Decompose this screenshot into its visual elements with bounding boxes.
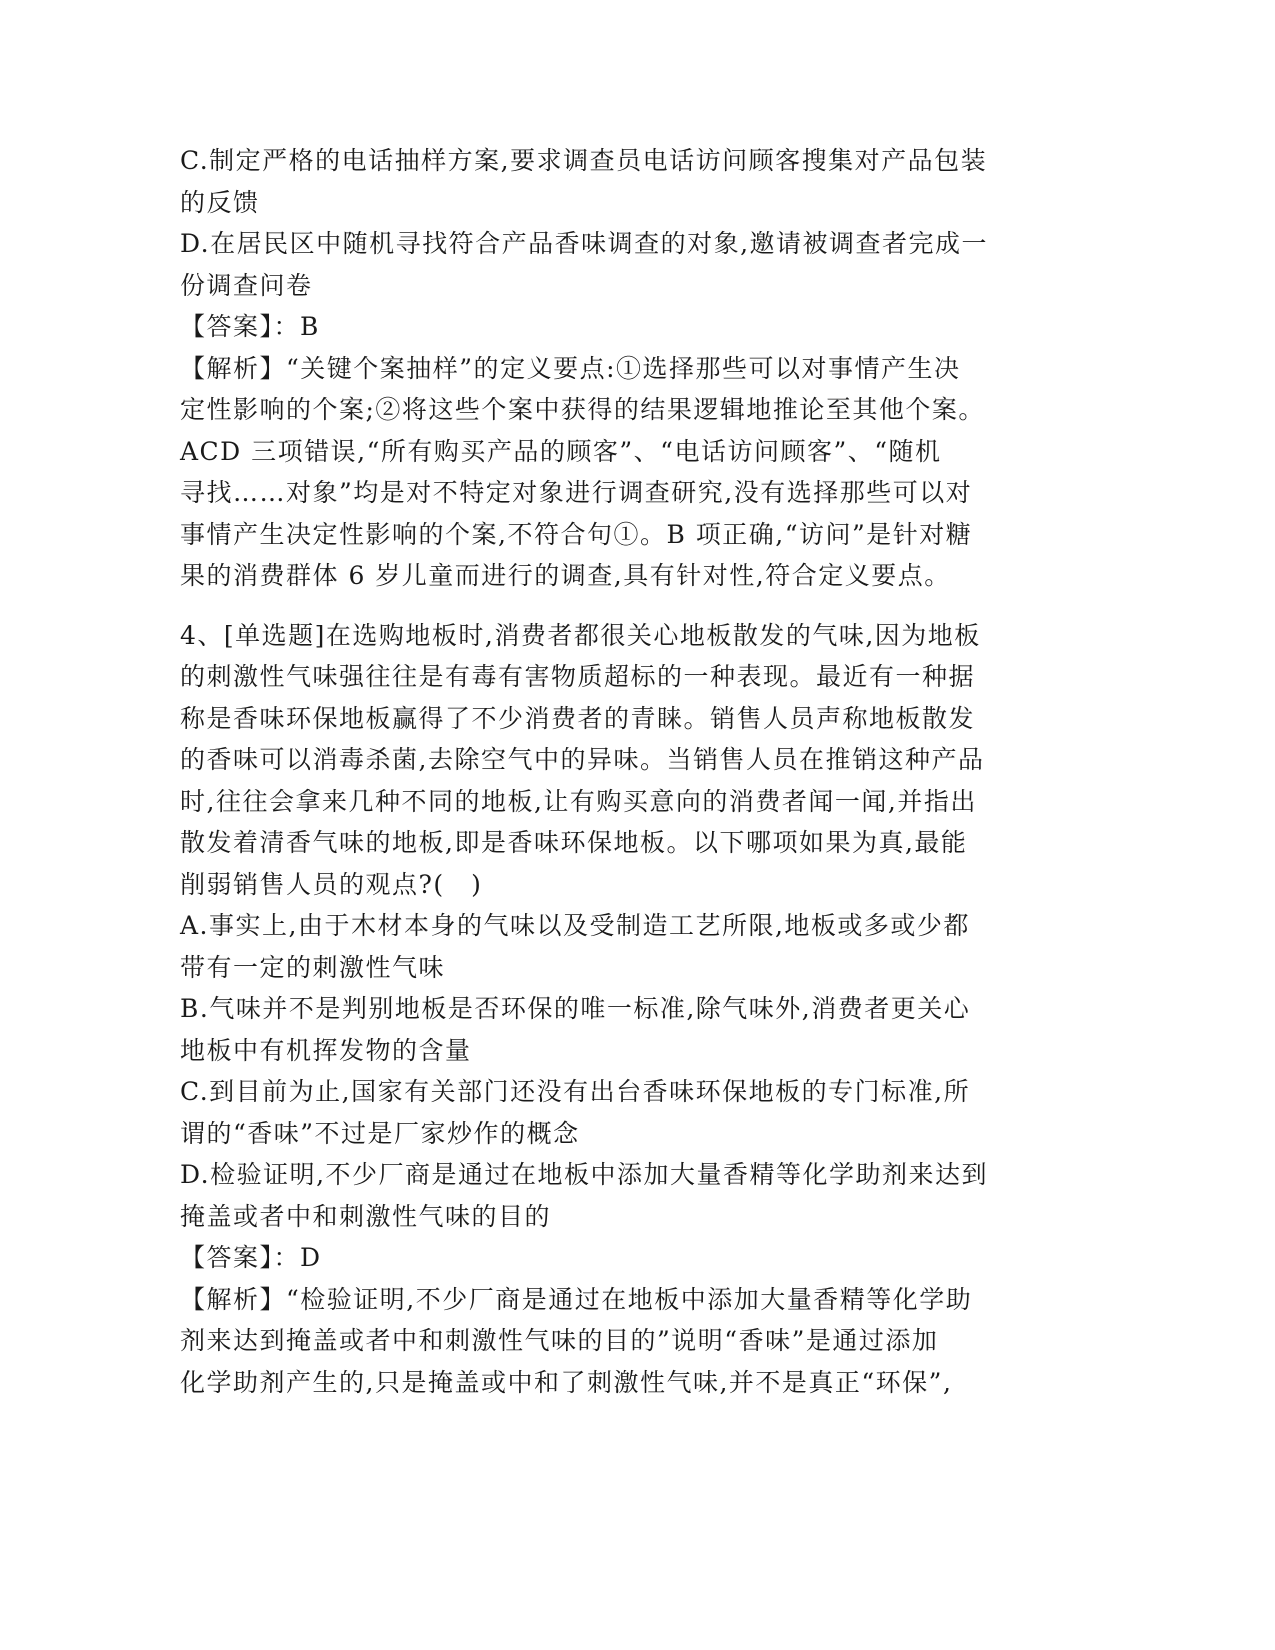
text-line: C.制定严格的电话抽样方案,要求调查员电话访问顾客搜集对产品包装 (180, 146, 988, 175)
text-line: 化学助剂产生的,只是掩盖或中和了刺激性气味,并不是真正“环保”, (180, 1367, 953, 1397)
text-line: 谓的“香味”不过是厂家炒作的概念 (180, 1118, 580, 1148)
text-line: D.检验证明,不少厂商是通过在地板中添加大量香精等化学助剂来达到 (180, 1160, 989, 1189)
paragraph-gap (180, 597, 1030, 615)
q4-option-b (180, 988, 1030, 1071)
text-line: 时,往往会拿来几种不同的地板,让有购买意向的消费者闻一闻,并指出 (180, 786, 977, 816)
text-line: D.在居民区中随机寻找符合产品香味调查的对象,邀请被调查者完成一 (180, 229, 989, 258)
q4-stem (180, 615, 1030, 906)
q3-option-d (180, 223, 1030, 306)
text-line: 的反馈 (180, 187, 260, 217)
text-line: 定性影响的个案;②将这些个案中获得的结果逻辑地推论至其他个案。 (180, 395, 985, 424)
q4-option-d (180, 1154, 1030, 1237)
text-line: C.到目前为止,国家有关部门还没有出台香味环保地板的专门标准,所 (180, 1077, 971, 1106)
text-line: 地板中有机挥发物的含量 (180, 1035, 472, 1065)
text-line: 果的消费群体 6 岁儿童而进行的调查,具有针对性,符合定义要点。 (180, 561, 951, 590)
q4-option-c (180, 1071, 1030, 1154)
text-line: 削弱销售人员的观点?( ) (180, 869, 483, 899)
q3-answer: 【答案】：B (180, 312, 320, 341)
text-line: A.事实上,由于木材本身的气味以及受制造工艺所限,地板或多或少都 (180, 911, 970, 940)
q3-option-c (180, 140, 1030, 223)
text-line: 的香味可以消毒杀菌,去除空气中的异味。当销售人员在推销这种产品 (180, 745, 985, 774)
text-line: 【解析】“关键个案抽样”的定义要点:①选择那些可以对事情产生决 (180, 353, 961, 383)
q4-answer: 【答案】：D (180, 1243, 322, 1272)
document-page (180, 140, 1030, 1403)
text-line: 份调查问卷 (180, 270, 313, 300)
text-line: B.气味并不是判别地板是否环保的唯一标准,除气味外,消费者更关心 (180, 994, 971, 1023)
text-line: 【解析】“检验证明,不少厂商是通过在地板中添加大量香精等化学助 (180, 1284, 973, 1314)
text-line: 散发着清香气味的地板,即是香味环保地板。以下哪项如果为真,最能 (180, 828, 968, 857)
text-line: 事情产生决定性影响的个案,不符合句①。B 项正确,“访问”是针对糖 (180, 519, 973, 549)
text-line: 掩盖或者中和刺激性气味的目的 (180, 1201, 552, 1231)
q4-option-a (180, 905, 1030, 988)
text-line: 称是香味环保地板赢得了不少消费者的青睐。销售人员声称地板散发 (180, 703, 976, 733)
text-line: 寻找……对象”均是对不特定对象进行调查研究,没有选择那些可以对 (180, 478, 973, 507)
text-line: 4、[单选题]在选购地板时,消费者都很关心地板散发的气味,因为地板 (180, 620, 981, 650)
q3-analysis (180, 348, 1030, 597)
q4-analysis (180, 1279, 1030, 1404)
text-line: 的刺激性气味强往往是有毒有害物质超标的一种表现。最近有一种据 (180, 662, 976, 691)
text-line: ACD 三项错误,“所有购买产品的顾客”、“电话访问顾客”、“随机 (180, 436, 942, 466)
text-line: 剂来达到掩盖或者中和刺激性气味的目的”说明“香味”是通过添加 (180, 1326, 939, 1355)
text-line: 带有一定的刺激性气味 (180, 952, 446, 982)
